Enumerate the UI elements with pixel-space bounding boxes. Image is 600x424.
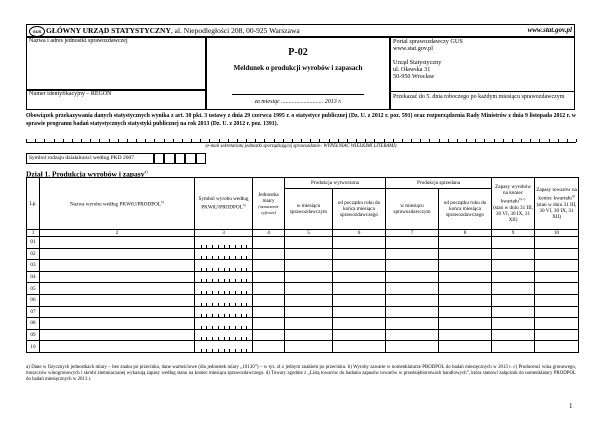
org-header	[46, 26, 300, 35]
column-number: 7	[386, 230, 439, 237]
table-row	[27, 306, 579, 318]
pkd-input[interactable]	[154, 153, 206, 164]
email-char-tick	[72, 139, 73, 142]
footnotes: a) Dane w fizycznych jednostkach miary – bez znaku po przecinku, dane wartościowe (dla jednostek miary „10130”) – w tys. zł z jednym znakiem po przecinku. b) Wyroby zawarte w nomenklaturze PRODPOL do badań miesięcznych w 2013 r. c) Producenci wina gronowego, moszczów winogronowych i skrobi ziemniaczanej wykazują zapasy według stanu na koniec miesiąca sprawozdawczego. d) Towary zgodnie z „Listą towarów do badania zapasów towarów w przedsiębiorstwach handlowych”, która stanowi załącznik do nomenklatury PRODPOL do badań miesięcznych w 2013 r.	[26, 365, 576, 383]
month-underline	[232, 94, 364, 95]
table-cell[interactable]	[492, 283, 535, 295]
email-char-tick	[503, 139, 504, 142]
email-char-tick	[448, 139, 449, 142]
table-row	[27, 237, 579, 249]
table-cell[interactable]	[285, 260, 333, 272]
table-cell[interactable]	[285, 318, 333, 330]
table-cell[interactable]	[333, 341, 386, 353]
table-cell[interactable]	[535, 283, 579, 295]
table-cell[interactable]	[333, 329, 386, 341]
table-cell[interactable]	[195, 283, 253, 295]
email-char-tick	[384, 139, 385, 142]
symbol-tick	[218, 349, 219, 352]
pkd-char-cell[interactable]	[175, 153, 185, 164]
table-cell[interactable]	[40, 283, 195, 295]
email-char-tick	[164, 139, 165, 142]
email-char-tick	[521, 139, 522, 142]
row-number: 09	[27, 329, 40, 341]
office-city: 50-950 Wrocław	[393, 73, 435, 80]
email-char-tick	[484, 139, 485, 142]
email-char-tick	[457, 139, 458, 142]
email-char-tick	[200, 139, 201, 142]
email-char-tick	[558, 139, 559, 142]
table-cell[interactable]	[439, 283, 492, 295]
email-char-tick	[402, 139, 403, 142]
header-prod-group: Produkcja wytworzona	[285, 178, 386, 189]
email-char-tick	[301, 139, 302, 142]
email-char-tick	[466, 139, 467, 142]
table-cell[interactable]	[439, 329, 492, 341]
pkd-label: Symbol rodzaju działalności według PKD 2007	[29, 155, 134, 161]
table-cell[interactable]	[386, 306, 439, 318]
email-char-tick	[26, 139, 27, 142]
email-char-tick	[576, 139, 577, 142]
table-cell[interactable]	[439, 306, 492, 318]
email-char-tick	[310, 139, 311, 142]
column-number: 2	[40, 230, 195, 237]
table-cell[interactable]	[386, 318, 439, 330]
table-cell[interactable]	[386, 294, 439, 306]
email-char-tick	[209, 139, 210, 142]
email-char-tick	[475, 139, 476, 142]
table-cell[interactable]	[439, 248, 492, 260]
row-number: 10	[27, 341, 40, 353]
section-title-text: Dział 1. Produkcja wyrobów i zapasy	[26, 169, 145, 179]
table-cell[interactable]	[40, 306, 195, 318]
table-cell[interactable]	[535, 248, 579, 260]
email-char-tick	[109, 139, 110, 142]
table-cell[interactable]	[253, 318, 285, 330]
table-cell[interactable]	[492, 248, 535, 260]
email-char-tick	[228, 139, 229, 142]
table-cell[interactable]	[439, 237, 492, 249]
table-cell[interactable]	[492, 306, 535, 318]
table-cell[interactable]	[40, 318, 195, 330]
table-cell[interactable]	[535, 329, 579, 341]
email-char-tick	[219, 139, 220, 142]
email-char-tick	[246, 139, 247, 142]
symbol-tick	[241, 349, 242, 352]
table-cell[interactable]	[492, 237, 535, 249]
table-cell[interactable]	[40, 294, 195, 306]
email-char-tick	[530, 139, 531, 142]
email-char-tick	[393, 139, 394, 142]
table-cell[interactable]	[40, 260, 195, 272]
table-cell[interactable]	[40, 248, 195, 260]
email-char-tick	[173, 139, 174, 142]
table-row	[27, 271, 579, 283]
row-number: 01	[27, 237, 40, 249]
table-cell[interactable]	[386, 283, 439, 295]
table-cell[interactable]	[535, 318, 579, 330]
table-cell[interactable]	[195, 294, 253, 306]
portal-link[interactable]: www.stat.gov.pl	[393, 45, 433, 52]
email-char-tick	[494, 139, 495, 142]
table-cell[interactable]	[333, 306, 386, 318]
email-char-tick	[512, 139, 513, 142]
table-cell[interactable]	[439, 271, 492, 283]
table-row	[27, 318, 579, 330]
org-name: GŁÓWNY URZĄD STATYSTYCZNY	[46, 26, 171, 35]
header-stock-goods: Zapasy towarów na koniec kwartału$^{d)}$ (stan w dniu 31 III, 30 VI, 30 IX, 31 XII)	[535, 178, 579, 230]
table-cell[interactable]	[492, 341, 535, 353]
email-char-tick	[81, 139, 82, 142]
email-char-tick	[154, 139, 155, 142]
email-char-tick	[420, 139, 421, 142]
symbol-tick	[206, 349, 207, 352]
table-cell[interactable]	[386, 271, 439, 283]
table-row	[27, 260, 579, 272]
row-number: 05	[27, 283, 40, 295]
header-prod-month: w miesiącu sprawozdawczym	[285, 189, 333, 230]
email-char-tick	[439, 139, 440, 142]
form-title: Meldunek o produkcji wyrobów i zapasach	[233, 64, 363, 72]
table-cell[interactable]	[253, 248, 285, 260]
pkd-char-cell[interactable]	[154, 153, 164, 164]
page-number: 1	[569, 402, 573, 410]
month-field[interactable]: za miesiąc ............................ 2013 r.	[254, 99, 342, 105]
row-number: 02	[27, 248, 40, 260]
table-cell[interactable]	[253, 237, 285, 249]
email-char-tick	[35, 139, 36, 142]
table-cell[interactable]	[253, 271, 285, 283]
table-cell[interactable]	[40, 271, 195, 283]
table-cell[interactable]	[253, 283, 285, 295]
gus-logo: GUS	[29, 26, 45, 37]
table-cell[interactable]	[285, 329, 333, 341]
email-char-tick	[411, 139, 412, 142]
symbol-tick	[201, 349, 202, 352]
table-cell[interactable]	[40, 329, 195, 341]
table-cell[interactable]	[386, 329, 439, 341]
table-cell[interactable]	[535, 294, 579, 306]
email-char-tick	[347, 139, 348, 142]
table-cell[interactable]	[439, 341, 492, 353]
row-number: 07	[27, 306, 40, 318]
column-number: 4	[253, 230, 285, 237]
office-name: Urząd Statystyczny	[393, 59, 442, 66]
email-caption: (e-mail sekretariatu jednostki sporządzającej sprawozdanie– WYPEŁNIAĆ WIELKIMI LITERAMI)	[205, 144, 397, 149]
column-number-row	[27, 230, 579, 237]
email-char-tick	[539, 139, 540, 142]
email-char-tick	[145, 139, 146, 142]
table-cell[interactable]	[195, 248, 253, 260]
column-number: 10	[535, 230, 579, 237]
email-char-tick	[255, 139, 256, 142]
column-number: 1	[27, 230, 40, 237]
pkd-char-cell[interactable]	[164, 153, 174, 164]
email-char-tick	[567, 139, 568, 142]
email-char-tick	[44, 139, 45, 142]
table-cell[interactable]	[333, 318, 386, 330]
deadline-divider	[390, 91, 575, 92]
table-row	[27, 248, 579, 260]
table-cell[interactable]	[535, 341, 579, 353]
table-row	[27, 283, 579, 295]
email-char-tick	[191, 139, 192, 142]
pkd-char-cell[interactable]	[185, 153, 195, 164]
table-cell[interactable]	[386, 237, 439, 249]
table-cell[interactable]	[253, 260, 285, 272]
symbol-tick	[224, 349, 225, 352]
email-char-tick	[374, 139, 375, 142]
table-cell[interactable]	[195, 306, 253, 318]
table-cell[interactable]	[535, 306, 579, 318]
name-address-label: Nazwa i adres jednostki sprawozdawczej	[29, 38, 128, 44]
table-cell[interactable]	[285, 248, 333, 260]
email-char-tick	[429, 139, 430, 142]
row-number: 04	[27, 271, 40, 283]
table-row	[27, 294, 579, 306]
table-cell[interactable]	[492, 294, 535, 306]
email-char-tick	[90, 139, 91, 142]
table-cell[interactable]	[492, 271, 535, 283]
email-char-tick	[237, 139, 238, 142]
email-char-tick	[127, 139, 128, 142]
column-number: 5	[285, 230, 333, 237]
symbol-cell-ticks	[195, 349, 252, 352]
table-cell[interactable]	[253, 341, 285, 353]
header-prod-ytd: od początku roku do końca miesiąca sprawozdawczego	[333, 189, 386, 230]
table-row	[27, 329, 579, 341]
email-char-tick	[99, 139, 100, 142]
website: www.stat.gov.pl	[527, 26, 572, 34]
table-cell[interactable]	[535, 271, 579, 283]
column-number: 6	[333, 230, 386, 237]
header-lp: Lp.	[27, 178, 40, 230]
header-unit: Jednostka miary (oznaczenie cyfrowe)	[253, 178, 285, 230]
office-street: ul. Oławska 31	[393, 66, 431, 73]
table-cell[interactable]	[333, 237, 386, 249]
table-cell[interactable]	[253, 294, 285, 306]
symbol-tick	[212, 349, 213, 352]
table-cell[interactable]	[333, 271, 386, 283]
table-cell[interactable]	[195, 271, 253, 283]
table-cell[interactable]	[195, 341, 253, 353]
header-name: Nazwa wyrobu według PKWiU/PRODPOL$^{b)}$	[40, 178, 195, 230]
table-cell[interactable]	[492, 318, 535, 330]
table-cell[interactable]	[439, 318, 492, 330]
header-stock-products: Zapasy wyrobów na koniec kwartału$^{b) c)}$ (stan w dniu 31 III, 30 VI, 30 IX, 31 XII)	[492, 178, 535, 230]
form-code: P-02	[288, 47, 308, 58]
email-char-tick	[319, 139, 320, 142]
table-cell[interactable]	[195, 237, 253, 249]
symbol-tick	[235, 349, 236, 352]
email-char-tick	[283, 139, 284, 142]
table-cell[interactable]	[285, 271, 333, 283]
email-char-tick	[365, 139, 366, 142]
section-title-sup: a)	[144, 169, 148, 174]
table-cell[interactable]	[439, 260, 492, 272]
table-cell[interactable]	[386, 248, 439, 260]
portal-label: Portal sprawozdawczy GUS	[393, 38, 463, 45]
table-cell[interactable]	[333, 248, 386, 260]
table-cell[interactable]	[195, 329, 253, 341]
column-number: 3	[195, 230, 253, 237]
table-cell[interactable]	[535, 260, 579, 272]
table-cell[interactable]	[333, 294, 386, 306]
table-cell[interactable]	[285, 306, 333, 318]
table-cell[interactable]	[535, 237, 579, 249]
symbol-tick	[246, 349, 247, 352]
table-cell[interactable]	[253, 306, 285, 318]
production-table	[26, 177, 579, 353]
header-sold-ytd: od początku roku do końca miesiąca sprawozdawczego	[439, 189, 492, 230]
table-cell[interactable]	[333, 283, 386, 295]
table-cell[interactable]	[40, 237, 195, 249]
column-number: 9	[492, 230, 535, 237]
table-cell[interactable]	[285, 294, 333, 306]
table-cell[interactable]	[253, 329, 285, 341]
row-number: 08	[27, 318, 40, 330]
table-cell[interactable]	[492, 329, 535, 341]
pkd-char-cell[interactable]	[196, 153, 206, 164]
table-cell[interactable]	[195, 318, 253, 330]
table-cell[interactable]	[333, 260, 386, 272]
table-row	[27, 341, 579, 353]
email-char-tick	[63, 139, 64, 142]
email-char-tick	[136, 139, 137, 142]
legal-text: Obowiązek przekazywania danych statystycznych wynika z art. 30 pkt. 3 ustawy z dnia 29 czerwca 1995 r. o statystyce publicznej (Dz. U. z 2012 r. poz. 591) oraz rozporządzenia Rady Ministrów z dnia 9 listopada 2012 r. w sprawie programu badań statystycznych statystyki publicznej na rok 2013 (Dz. U. z 2012 r. poz. 1391).	[26, 113, 576, 127]
table-cell[interactable]	[386, 260, 439, 272]
email-char-tick	[54, 139, 55, 142]
table-cell[interactable]	[285, 283, 333, 295]
table-cell[interactable]	[285, 237, 333, 249]
email-char-tick	[264, 139, 265, 142]
column-number: 8	[439, 230, 492, 237]
table-cell[interactable]	[386, 341, 439, 353]
email-char-tick	[182, 139, 183, 142]
regon-label: Numer identyfikacyjny – REGON	[29, 91, 112, 97]
email-char-tick	[549, 139, 550, 142]
email-char-tick	[338, 139, 339, 142]
email-char-tick	[356, 139, 357, 142]
email-char-tick	[292, 139, 293, 142]
table-cell[interactable]	[439, 294, 492, 306]
email-char-tick	[118, 139, 119, 142]
table-cell[interactable]	[195, 260, 253, 272]
email-input[interactable]	[26, 134, 576, 143]
header-sold-group: Produkcja sprzedana	[386, 178, 492, 189]
email-char-tick	[329, 139, 330, 142]
org-address: , al. Niepodległości 208, 00-925 Warszawa	[170, 26, 300, 35]
table-cell[interactable]	[285, 341, 333, 353]
deadline-text: Przekazać do 5. dnia roboczego po każdym miesiącu sprawozdawczym	[393, 94, 565, 100]
symbol-tick	[229, 349, 230, 352]
row-number: 03	[27, 260, 40, 272]
header-sold-month: w miesiącu sprawozdawczym	[386, 189, 439, 230]
table-cell[interactable]	[40, 341, 195, 353]
row-number: 06	[27, 294, 40, 306]
table-cell[interactable]	[492, 260, 535, 272]
email-char-tick	[274, 139, 275, 142]
header-symbol: Symbol wyrobu według PKWiU/PRODPOL$^{b)}$	[195, 178, 253, 230]
